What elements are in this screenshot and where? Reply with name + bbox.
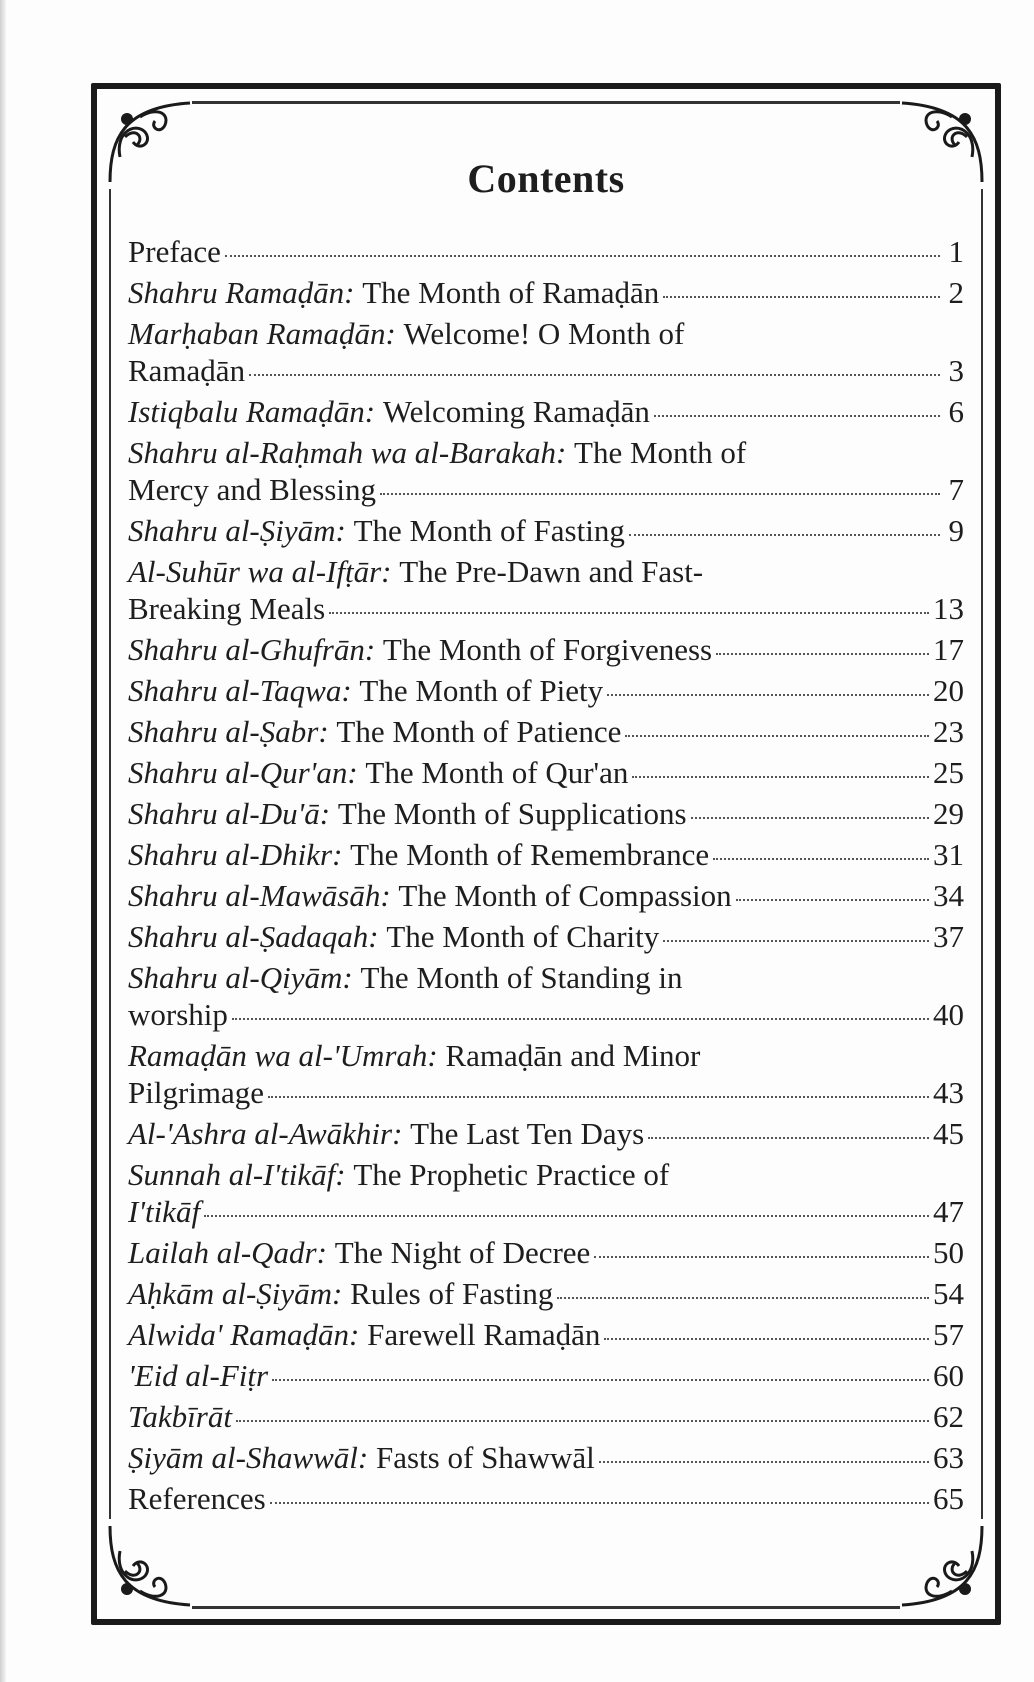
entry-title: The Prophetic Practice of <box>345 1157 670 1192</box>
dot-leader <box>329 612 929 614</box>
dot-leader <box>607 694 929 696</box>
page-number: 40 <box>933 997 964 1032</box>
toc-entry[interactable] <box>128 672 964 709</box>
entry-arabic-title: Ramaḍān wa al-'Umrah: <box>128 1038 438 1073</box>
toc-entry[interactable] <box>128 631 964 668</box>
entry-title: The Month of Piety <box>351 673 604 708</box>
page-number: 6 <box>948 394 964 429</box>
page-number: 62 <box>933 1399 964 1434</box>
entry-arabic-title: Shahru al-Ghufrān: <box>128 632 376 667</box>
toc-line <box>128 1234 964 1271</box>
entry-arabic-title: Aḥkām al-Ṣiyām: <box>128 1276 343 1311</box>
toc-line <box>128 1357 964 1394</box>
top-rule <box>192 101 900 104</box>
toc-line <box>128 352 964 389</box>
page-number: 20 <box>933 673 964 708</box>
toc-entry[interactable] <box>128 315 964 389</box>
dot-leader <box>716 653 929 655</box>
entry-title: The Month of Fasting <box>345 513 625 548</box>
entry-title: The Pre-Dawn and Fast- <box>391 554 704 589</box>
dot-leader <box>236 1420 929 1422</box>
entry-arabic-title: Ṣiyām al-Shawwāl: <box>128 1440 369 1475</box>
toc-entry[interactable] <box>128 713 964 750</box>
toc-entry[interactable] <box>128 1156 964 1230</box>
page-number: 7 <box>948 472 964 507</box>
corner-ornament-icon <box>105 1521 195 1611</box>
entry-title: Preface <box>128 234 221 269</box>
entry-arabic-title: 'Eid al-Fiṭr <box>128 1358 269 1393</box>
toc-line <box>128 315 964 352</box>
toc-entry[interactable] <box>128 1439 964 1476</box>
entry-title-continuation: Pilgrimage <box>128 1075 265 1110</box>
entry-title: Rules of Fasting <box>342 1276 554 1311</box>
toc-line <box>128 1037 964 1074</box>
entry-title: The Month of Ramaḍān <box>354 275 660 310</box>
dot-leader <box>654 415 940 417</box>
toc-line <box>128 1074 964 1111</box>
toc-line <box>128 1480 964 1517</box>
dot-leader <box>691 817 929 819</box>
toc-line <box>128 1275 964 1312</box>
toc-entry[interactable] <box>128 233 964 270</box>
entry-title: Farewell Ramaḍān <box>359 1317 601 1352</box>
toc-line <box>128 1193 964 1230</box>
toc-line <box>128 233 964 270</box>
entry-title: The Month of Remembrance <box>342 837 710 872</box>
entry-arabic-title: Sunnah al-I'tikāf: <box>128 1157 346 1192</box>
toc-entry[interactable] <box>128 434 964 508</box>
bottom-rule <box>192 1606 900 1609</box>
entry-title: Welcoming Ramaḍān <box>375 394 650 429</box>
page-number: 57 <box>933 1317 964 1352</box>
page-number: 13 <box>933 591 964 626</box>
toc-entry[interactable] <box>128 1316 964 1353</box>
toc-line <box>128 274 964 311</box>
toc-entry[interactable] <box>128 918 964 955</box>
toc-line <box>128 553 964 590</box>
corner-ornament-icon <box>897 1521 987 1611</box>
toc-line <box>128 795 964 832</box>
dot-leader <box>663 296 940 298</box>
entry-arabic-title: Istiqbalu Ramaḍān: <box>128 394 376 429</box>
dot-leader <box>594 1256 929 1258</box>
dot-leader <box>270 1502 929 1504</box>
entry-arabic-title: Marḥaban Ramaḍān: <box>128 316 396 351</box>
toc-entry[interactable] <box>128 1275 964 1312</box>
page-number: 2 <box>948 275 964 310</box>
entry-title: The Month of Compassion <box>390 878 732 913</box>
dot-leader <box>599 1461 929 1463</box>
toc-entry[interactable] <box>128 1398 964 1435</box>
page-number: 3 <box>948 353 964 388</box>
page-number: 60 <box>933 1358 964 1393</box>
dot-leader <box>249 374 940 376</box>
dot-leader <box>604 1338 929 1340</box>
toc-line <box>128 672 964 709</box>
page-number: 17 <box>933 632 964 667</box>
entry-title: The Month of Forgiveness <box>375 632 713 667</box>
toc-line <box>128 590 964 627</box>
toc-line <box>128 512 964 549</box>
toc-line <box>128 918 964 955</box>
entry-arabic-title: Shahru al-Taqwa: <box>128 673 352 708</box>
entry-arabic-title: Shahru al-Ṣiyām: <box>128 513 346 548</box>
entry-title: The Month of Standing in <box>352 960 683 995</box>
entry-arabic-title: Al-Suhūr wa al-Ifṭār: <box>128 554 392 589</box>
page-number: 50 <box>933 1235 964 1270</box>
toc-entry[interactable] <box>128 754 964 791</box>
toc-entry[interactable] <box>128 1357 964 1394</box>
dot-leader <box>713 858 929 860</box>
entry-title: References <box>128 1481 266 1516</box>
page-number: 43 <box>933 1075 964 1110</box>
entry-arabic-title: Takbīrāt <box>128 1399 232 1434</box>
entry-title-continuation: Mercy and Blessing <box>128 472 376 507</box>
toc-entry[interactable] <box>128 393 964 430</box>
page-number: 29 <box>933 796 964 831</box>
entry-title: The Month of <box>566 435 747 470</box>
page-number: 1 <box>948 234 964 269</box>
toc-line <box>128 631 964 668</box>
entry-arabic-title: Shahru al-Mawāsāh: <box>128 878 391 913</box>
toc-line <box>128 713 964 750</box>
entry-title: The Month of Patience <box>328 714 622 749</box>
dot-leader <box>272 1379 929 1381</box>
dot-leader <box>629 534 940 536</box>
entry-title: The Month of Supplications <box>330 796 687 831</box>
dot-leader <box>380 493 940 495</box>
entry-arabic-title: Shahru al-Ṣabr: <box>128 714 329 749</box>
page-number: 23 <box>933 714 964 749</box>
entry-title: The Last Ten Days <box>402 1116 645 1151</box>
entry-arabic-title: Shahru al-Dhikr: <box>128 837 343 872</box>
toc-line <box>128 1156 964 1193</box>
toc-entry[interactable] <box>128 274 964 311</box>
table-of-contents <box>128 233 964 1521</box>
page-number: 47 <box>933 1194 964 1229</box>
page-number: 63 <box>933 1440 964 1475</box>
left-rule <box>109 189 111 1519</box>
entry-arabic-title: Shahru al-Raḥmah wa al-Barakah: <box>128 435 567 470</box>
page-number: 45 <box>933 1116 964 1151</box>
dot-leader <box>232 1018 929 1020</box>
page-number: 65 <box>933 1481 964 1516</box>
toc-entry[interactable] <box>128 1234 964 1271</box>
toc-line <box>128 1398 964 1435</box>
entry-title: Ramaḍān and Minor <box>437 1038 701 1073</box>
toc-entry[interactable] <box>128 836 964 873</box>
dot-leader <box>663 940 929 942</box>
toc-line <box>128 1316 964 1353</box>
page-number: 31 <box>933 837 964 872</box>
toc-entry[interactable] <box>128 877 964 914</box>
toc-line <box>128 877 964 914</box>
entry-arabic-title: Shahru al-Ṣadaqah: <box>128 919 379 954</box>
entry-arabic-title: Al-'Ashra al-Awākhir: <box>128 1116 403 1151</box>
entry-title-continuation: worship <box>128 997 228 1032</box>
dot-leader <box>632 776 929 778</box>
toc-entry[interactable] <box>128 795 964 832</box>
toc-entry[interactable] <box>128 1115 964 1152</box>
toc-line <box>128 393 964 430</box>
page-number: 25 <box>933 755 964 790</box>
entry-title-continuation: Ramaḍān <box>128 353 246 388</box>
entry-arabic-title: Lailah al-Qadr: <box>128 1235 327 1270</box>
dot-leader <box>225 255 940 257</box>
entry-arabic-title: Shahru al-Qiyām: <box>128 960 353 995</box>
entry-title: The Night of Decree <box>326 1235 591 1270</box>
dot-leader <box>557 1297 929 1299</box>
dot-leader <box>268 1096 929 1098</box>
entry-arabic-title: Shahru al-Du'ā: <box>128 796 331 831</box>
toc-line <box>128 1439 964 1476</box>
page-number: 54 <box>933 1276 964 1311</box>
entry-title: Fasts of Shawwāl <box>368 1440 595 1475</box>
entry-arabic-title: Shahru al-Qur'an: <box>128 755 358 790</box>
toc-entry[interactable] <box>128 553 964 627</box>
entry-title-continuation: I'tikāf <box>128 1194 201 1229</box>
toc-line <box>128 996 964 1033</box>
toc-line <box>128 959 964 996</box>
decorative-frame <box>91 83 1001 1625</box>
toc-line <box>128 754 964 791</box>
entry-arabic-title: Shahru Ramaḍān: <box>128 275 355 310</box>
dot-leader <box>204 1215 929 1217</box>
toc-line <box>128 1115 964 1152</box>
dot-leader <box>648 1137 929 1139</box>
entry-title: The Month of Qur'an <box>357 755 629 790</box>
page-title: Contents <box>467 156 625 201</box>
page-edge-shadow <box>0 0 6 1682</box>
entry-arabic-title: Alwida' Ramaḍān: <box>128 1317 360 1352</box>
dot-leader <box>625 735 929 737</box>
dot-leader <box>736 899 929 901</box>
toc-line <box>128 434 964 471</box>
page-number: 9 <box>948 513 964 548</box>
toc-line <box>128 471 964 508</box>
toc-entry[interactable] <box>128 512 964 549</box>
toc-line <box>128 836 964 873</box>
page-number: 37 <box>933 919 964 954</box>
toc-entry[interactable] <box>128 1480 964 1517</box>
entry-title-continuation: Breaking Meals <box>128 591 326 626</box>
entry-title: Welcome! O Month of <box>395 316 685 351</box>
toc-entry[interactable] <box>128 1037 964 1111</box>
toc-entry[interactable] <box>128 959 964 1033</box>
right-rule <box>981 189 983 1519</box>
page-number: 34 <box>933 878 964 913</box>
entry-title: The Month of Charity <box>378 919 660 954</box>
